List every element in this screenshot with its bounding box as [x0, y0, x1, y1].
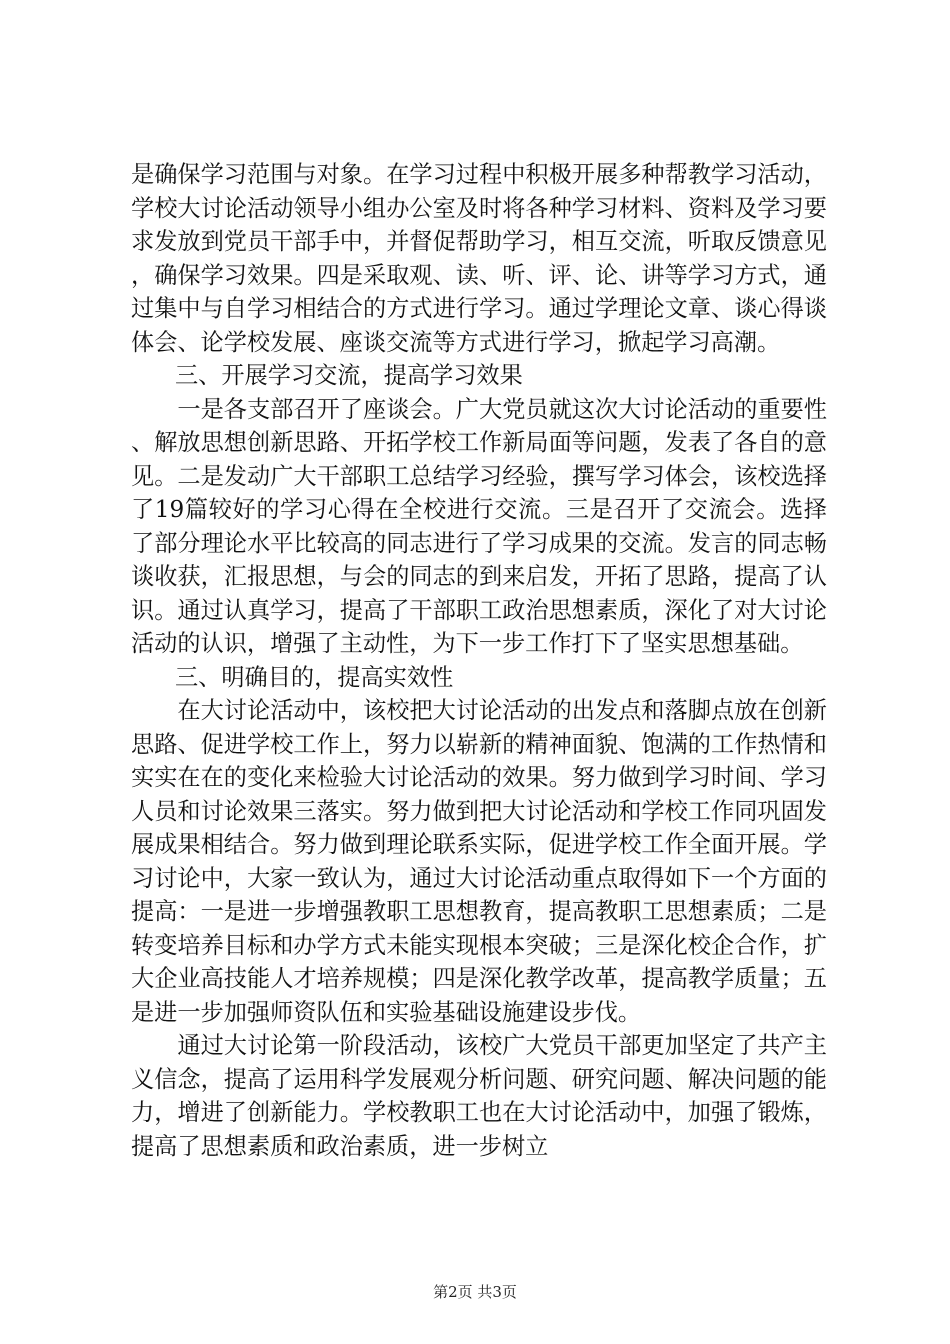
page-footer: 第2页 共3页: [433, 1283, 517, 1301]
section-heading-exchange: 三、开展学习交流，提高学习效果: [175, 362, 523, 389]
paragraph-learning-activities: 是确保学习范围与对象。在学习过程中积极开展多种帮教学习活动，学校大讨论活动领导小组办公室及时将各种学习材料、资料及学习要求发放到党员干部手中，并督促帮助学习，相互交流，听取反馈意见，确保学习效果。四是采取观、读、听、评、论、讲等学习方式，通过集中与自学习相结合的方式进行学习。通过学理论文章、谈心得谈体会、论学校发展、座谈交流等方式进行学习，掀起学习高潮。: [131, 161, 827, 356]
paragraph-goals: 在大讨论活动中，该校把大讨论活动的出发点和落脚点放在创新思路、促进学校工作上，努力以崭新的精神面貌、饱满的工作热情和实实在在的变化来检验大讨论活动的效果。努力做到学习时间、学习人员和讨论效果三落实。努力做到把大讨论活动和学校工作同巩固发展成果相结合。努力做到理论联系实际，促进学校工作全面开展。学习讨论中，大家一致认为，通过大讨论活动重点取得如下一个方面的提高：一是进一步增强教职工思想教育，提高教职工思想素质；二是转变培养目标和办学方式未能实现根本突破；三是深化校企合作，扩大企业高技能人才培养规模；四是深化教学改革，提高教学质量；五是进一步加强师资队伍和实验基础设施建设步伐。: [131, 697, 827, 1026]
paragraph-conclusion: 通过大讨论第一阶段活动，该校广大党员干部更加坚定了共产主义信念，提高了运用科学发展观分析问题、研究问题、解决问题的能力，增进了创新能力。学校教职工也在大讨论活动中，加强了锻炼，提高了思想素质和政治素质，进一步树立: [131, 1032, 827, 1160]
paragraph-exchange: 一是各支部召开了座谈会。广大党员就这次大讨论活动的重要性、解放思想创新思路、开拓学校工作新局面等问题，发表了各自的意见。二是发动广大干部职工总结学习经验，撰写学习体会，该校选择了19篇较好的学习心得在全校进行交流。三是召开了交流会。选择了部分理论水平比较高的同志进行了学习成果的交流。发言的同志畅谈收获，汇报思想，与会的同志的到来启发，开拓了思路，提高了认识。通过认真学习，提高了干部职工政治思想素质，深化了对大讨论活动的认识，增强了主动性，为下一步工作打下了坚实思想基础。: [131, 395, 827, 657]
section-heading-goals: 三、明确目的，提高实效性: [175, 663, 454, 691]
document-body: [131, 158, 827, 1163]
